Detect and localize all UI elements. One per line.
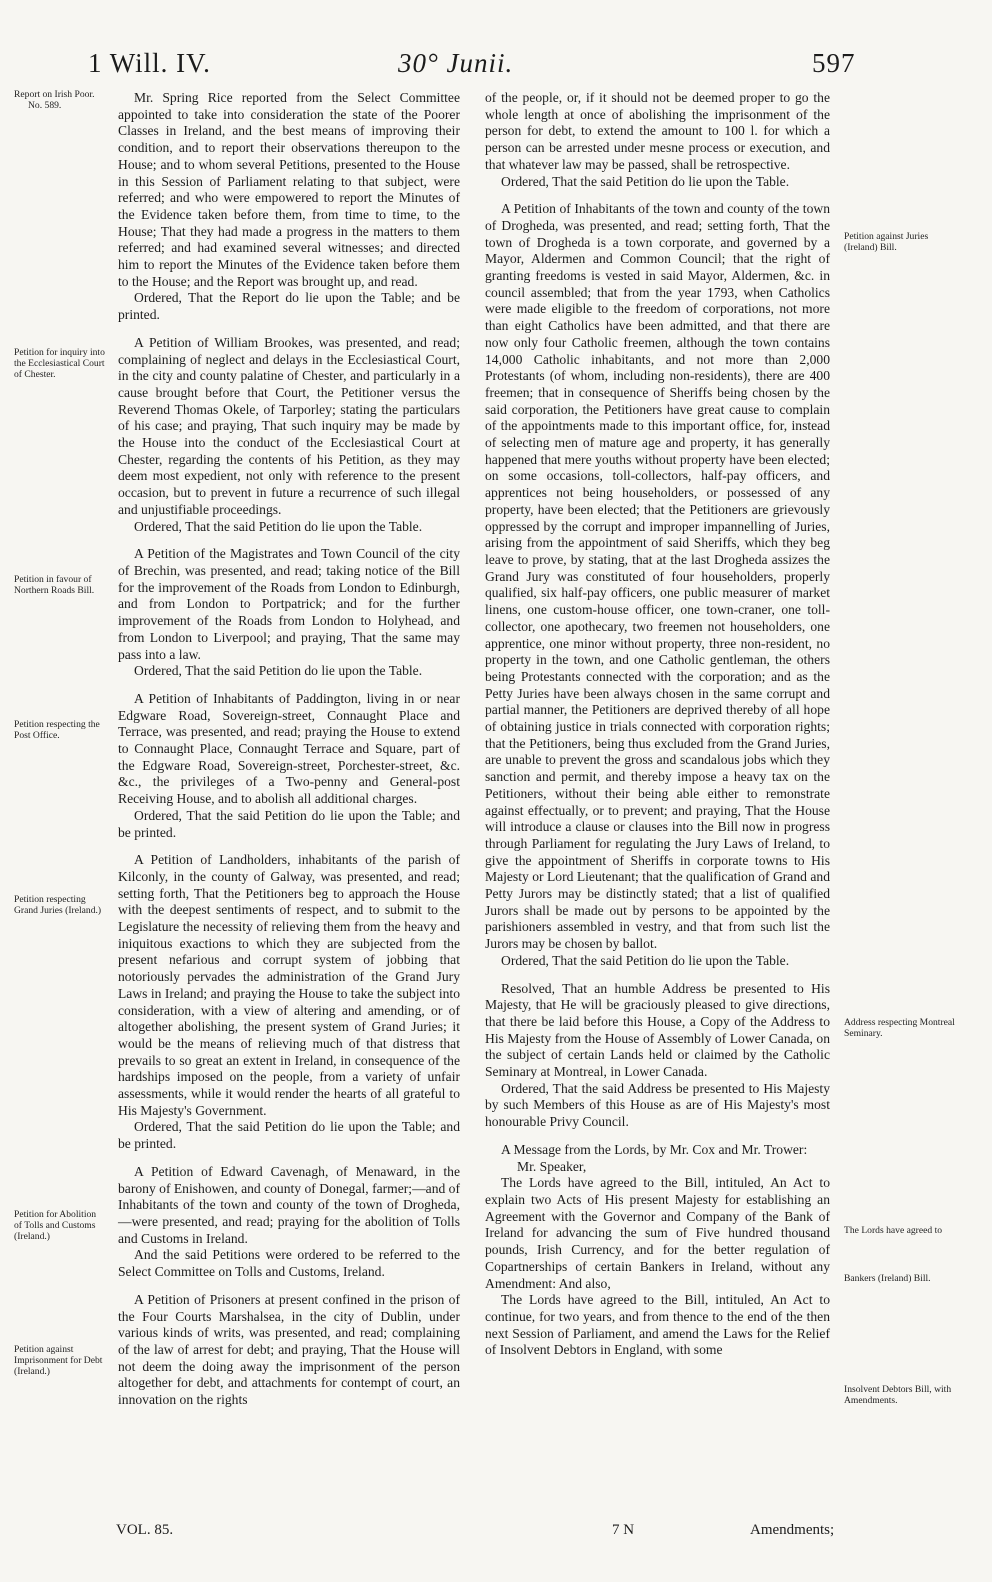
order-kilconly-table: Ordered, That the said Petition do lie upon the Table; and be printed.	[118, 1119, 460, 1152]
petition-william-brookes: A Petition of William Brookes, was presented, and read; complaining of neglect and delays in the Ecclesiastical Court, in the city and county palatine of Chester, and particularly in a cause brought before that Court, the Petitioner versus the Reverend Thomas Okele, of Tarporley; stating the particulars of his case; and praying, That such inquiry may be made by the House into the conduct of the Ecclesiastical Court at Chester, regarding the contents of his Petition, as they may deem most expedient, not only with reference to the present occasion, but to prevent in future a recurrence of such illegal and unjustifiable proceedings.	[118, 334, 460, 517]
margin-note-imprisonment: Petition against Imprisonment for Debt (Ireland.)	[14, 1344, 103, 1377]
order-prisoners-table: Ordered, That the said Petition do lie upon the Table.	[501, 173, 790, 189]
order-drogheda-table: Ordered, That the said Petition do lie upon the Table.	[501, 952, 790, 968]
margin-note-post-office: Petition respecting the Post Office.	[14, 719, 100, 741]
petition-cavenagh: A Petition of Edward Cavenagh, of Menaward, in the barony of Enishowen, and county of Donegal, farmer;—and of Inhabitants of the town and county of the town of Drogheda,—were presented, and read; praying for the abolition of Tolls and Customs in Ireland.	[118, 1163, 461, 1246]
margin-note-bankers: Bankers (Ireland) Bill.	[844, 1273, 931, 1284]
order-refer-tolls-committee: And the said Petitions were ordered to be referred to the Select Committee on Tolls and Customs, Ireland.	[118, 1247, 460, 1280]
order-brookes-table: Ordered, That the said Petition do lie upon the Table.	[134, 518, 423, 534]
margin-note-tolls: Petition for Abolition of Tolls and Customs (Ireland.)	[14, 1209, 97, 1242]
petition-paddington: A Petition of Inhabitants of Paddington, living in or near Edgware Road, Sovereign-street, Connaught Place and Terrace, was presented, and read; praying the House to extend to Connaught Place, Connaught Terrace and Square, part of the Edgware Road, Sovereign-street, Porchester-street, &c. &c., the privileges of a Two-penny and General-post Receiving House, and to abolish all additional charges.	[118, 690, 460, 807]
mr-speaker: Mr. Speaker,	[517, 1158, 587, 1174]
page-number: 597	[812, 48, 856, 78]
margin-note-lords-agreed: The Lords have agreed to	[844, 1225, 943, 1236]
left-column	[118, 90, 460, 1409]
page-footer	[0, 1522, 992, 1546]
petition-drogheda: A Petition of Inhabitants of the town and county of the town of Drogheda, was presented, and read; setting forth, That the town of Drogheda is a town corporate, and governed by a Mayor, Aldermen and Common Council; that the right of granting freedoms is vested in said Mayor, Aldermen, &c. in council assembled; that from the year 1793, when Catholics were made eligible to the freedom of corporations, not more than eight Catholics have been admitted, and that there are now only four Catholic freemen, although the town contains 14,000 Catholic inhabitants, and not more than 2,000 Protestants (of whom, including non-residents), there are 400 freemen; that in consequence of Sheriffs being chosen by the said corporation, the Petitioners have great cause to complain of the appointments made to this important office, for, instead of selecting men of mature age and property, it has generally happened that mere youths without property have been elected; on some occasions, toll-collectors, half-pay officers, and apprentices not being householders, or possessed of any property, have been elected; that the Petitioners are grievously oppressed by the corrupt and improper impannelling of Juries, arising from the appointment of said Sheriffs, which they beg leave to prove, by stating, that at the last Drogheda assizes the Grand Jury was constituted of four householders, properly qualified, six half-pay officers, one public measurer of market linens, one custom-house officer, one town-craner, one toll-collector, one apothecary, two freemen not householders, one apprentice, one minor without property, three non-resident, no property in the town, and one Catholic gentleman, the others being Protestants connected with the corporation; and as the Petty Juries have been always chosen in the same corrupt and partial manner, the Petitioners are deprived thereby of all hope of obtaining justice in trials connected with corporation rights; that the Petitioners, being thus excluded from the Grand Juries, are unable to prevent the gross and scandalous jobs which they sanction and permit, and thereby impose a heavy tax on the Petitioners, without their being able either to remonstrate against effectually, or to prevent; and praying, That the House will introduce a clause or clauses into the Bill now in progress through Parliament for regulating the Jury Laws of Ireland, to give the appointment of Sheriffs in corporate towns to His Majesty or Lord Lieutenant; that the qualification of Grand and Petty Jurors may be distinctly stated; that a list of qualified Jurors shall be made out by persons to be appointed by the parishioners assembled in vestry, and that from such list the Jurors may be chosen by ballot.	[485, 201, 830, 952]
margin-note-irish-poor	[14, 90, 106, 112]
catchword: Amendments;	[750, 1522, 835, 1538]
signature-mark: 7 N	[612, 1522, 635, 1538]
order-paddington-table: Ordered, That the said Petition do lie upon the Table; and be printed.	[118, 807, 460, 840]
margin-note-chester: Petition for inquiry into the Ecclesiastical Court of Chester.	[14, 347, 105, 380]
session-date: 30° Junii.	[398, 48, 514, 78]
margin-note-montreal: Address respecting Montreal Seminary.	[844, 1017, 955, 1039]
margin-note-grand-juries: Petition respecting Grand Juries (Ireland.)	[14, 894, 102, 916]
order-report-printed: Ordered, That the Report do lie upon the Table; and be printed.	[118, 290, 460, 323]
margin-note-text: Report on Irish Poor.	[14, 89, 95, 100]
petition-dublin-prisoners-cont: of the people, or, if it should not be deemed proper to go the whole length at once of abolishing the imprisonment of the person for debt, to extend the amount to 100 l. for which a person can be arrested under mesne process or execution, and that whatever law may be passed, shall be retrospective.	[485, 90, 830, 172]
order-address-presented: Ordered, That the said Address be presented to His Majesty by such Members of this House as are of His Majesty's most honourable Privy Council.	[485, 1080, 830, 1130]
petition-kilconly: A Petition of Landholders, inhabitants of the parish of Kilconly, in the county of Galway, was presented, and read; setting forth, That the Petitioners beg to approach the House with the deepest sentiments of respect, and to submit to the Legislature the necessity of relieving them from the heavy and iniquitous exactions to which they are subjected from the present nefarious and corrupt system of jobbing that notoriously pervades the administration of the Grand Jury Laws in Ireland; and praying the House to take the subject into consideration, with a view of altering and amending, or of altogether abolishing, the present system of Grand Juries; it would be the means of relieving much of that distress that prevails to so great an extent in Ireland, in consequence of the hardships imposed on the people, from a variety of unfair assessments, while it would render the hearts of all grateful to His Majesty's Government.	[118, 852, 460, 1118]
margin-note-juries-bill: Petition against Juries (Ireland) Bill.	[844, 231, 929, 253]
resolution-montreal-address: Resolved, That an humble Address be presented to His Majesty, that He will be graciously pleased to give directions, that there be laid before this House, a Copy of the Address to His Majesty from the House of Assembly of Lower Canada, on the subject of certain Lands held or claimed by the Catholic Seminary at Montreal, in Lower Canada.	[485, 980, 830, 1080]
petition-brechin: A Petition of the Magistrates and Town Council of the city of Brechin, was presented, and read; taking notice of the Bill for the improvement of the Roads from London to Edinburgh, and from London to Portpatrick; and for the further improvement of the Roads from London to Holyhead, and from London to Liverpool; and praying, That the same may pass into a law.	[118, 546, 460, 662]
order-brechin-table: Ordered, That the said Petition do lie upon the Table.	[134, 663, 423, 679]
margin-note-number: No. 589.	[28, 99, 62, 111]
message-from-lords: A Message from the Lords, by Mr. Cox and Mr. Trower:	[501, 1141, 808, 1157]
volume-number: VOL. 85.	[116, 1522, 174, 1538]
regnal-year: 1 Will. IV.	[88, 48, 211, 78]
margin-note-insolvent: Insolvent Debtors Bill, with Amendments.	[844, 1384, 952, 1406]
lords-insolvent-bill: The Lords have agreed to the Bill, intituled, An Act to continue, for two years, and from thence to the end of the then next Session of Parliament, and amend the Laws for the Relief of Insolvent Debtors in England, with some	[485, 1292, 830, 1358]
page-header	[0, 48, 992, 88]
margin-note-northern-roads: Petition in favour of Northern Roads Bill.	[14, 574, 95, 596]
right-column	[485, 90, 830, 1359]
petition-dublin-prisoners: A Petition of Prisoners at present confined in the prison of the Four Courts Marshalsea, in the city of Dublin, under various kinds of writs, was presented, and read; complaining of the law of arrest for debt; and praying, That the House will not deem the doing away the imprisonment of the person altogether for debt, and attachments for contempt of court, an innovation on the rights	[118, 1291, 460, 1408]
lords-bankers-bill: The Lords have agreed to the Bill, intituled, An Act to explain two Acts of His present Majesty for establishing an Agreement with the Governor and Company of the Bank of Ireland for advancing the sum of Five hundred thousand pounds, Irish Currency, and for the better regulation of Copartnerships of certain Bankers in Ireland, without any Amendment: And also,	[485, 1175, 830, 1291]
report-irish-poor: Mr. Spring Rice reported from the Select Committee appointed to take into consideration the state of the Poorer Classes in Ireland, and the best means of improving their condition, and to report their observations thereupon to the House; and to whom several Petitions, presented to the House in this Session of Parliament relating to that subject, were referred; and who were empowered to report the Minutes of the Evidence taken before them, from time to time, to the House; That they had made a progress in the matters to them referred; and had examined several witnesses; and directed him to report the Minutes of the Evidence taken before them to the House; and the Report was brought up, and read.	[118, 90, 460, 289]
